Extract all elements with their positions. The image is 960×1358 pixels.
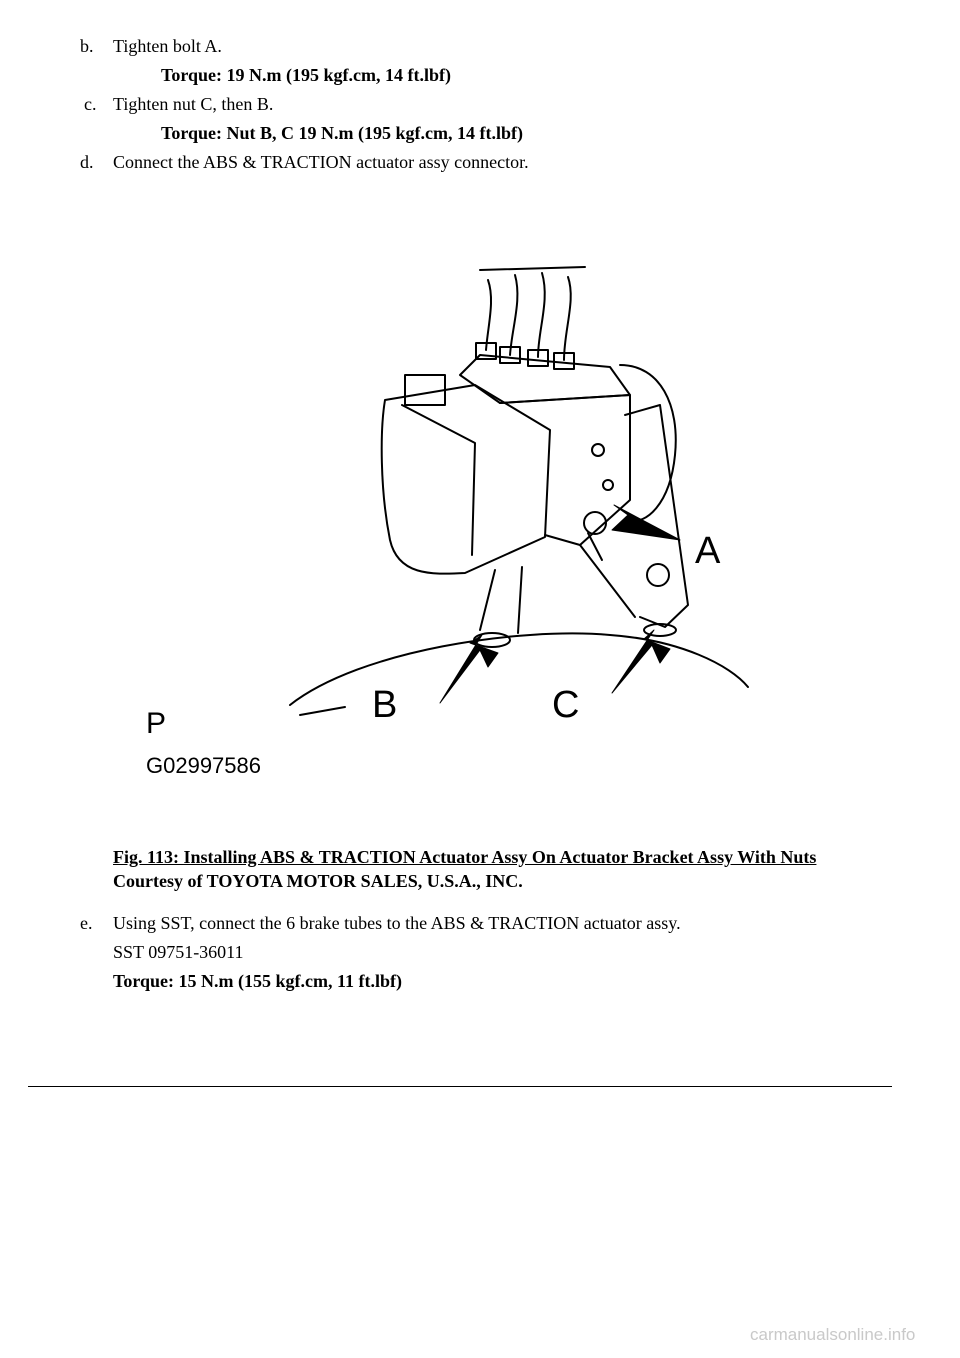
brake-tube-3 (538, 273, 545, 357)
step-b-letter: b. (80, 36, 94, 56)
step-d-text: Connect the ABS & TRACTION actuator assy connector. (113, 152, 529, 172)
bolt-a-shank (588, 533, 602, 560)
label-c: C (552, 684, 580, 726)
step-c-text: Tighten nut C, then B. (113, 94, 274, 114)
page-divider (28, 1086, 892, 1087)
label-b: B (372, 684, 398, 726)
port-2 (603, 480, 613, 490)
actuator-side-block (500, 395, 630, 545)
step-b-torque: Torque: 19 N.m (195 kgf.cm, 14 ft.lbf) (161, 65, 451, 85)
figure-caption[interactable]: Fig. 113: Installing ABS & TRACTION Actuator Assy On Actuator Bracket Assy With Nuts (113, 847, 817, 867)
brake-tube-2 (510, 275, 517, 355)
brake-tube-1 (486, 280, 491, 350)
step-c-letter: c. (84, 94, 97, 114)
bracket-base-curve (290, 633, 748, 705)
bracket-base-dash (300, 707, 345, 715)
step-e-sst: SST 09751-36011 (113, 942, 244, 962)
arrow-to-a (612, 505, 680, 540)
label-p: P (146, 707, 167, 740)
motor-housing (620, 365, 676, 521)
watermark: carmanualsonline.info (750, 1325, 916, 1344)
ecu-inner-edge (402, 405, 475, 555)
step-e-text: Using SST, connect the 6 brake tubes to the ABS & TRACTION actuator assy. (113, 913, 681, 933)
step-e-torque: Torque: 15 N.m (155 kgf.cm, 11 ft.lbf) (113, 971, 402, 991)
tube-top-line (480, 267, 585, 270)
step-d-letter: d. (80, 152, 94, 172)
bracket-hole (647, 564, 669, 586)
port-1 (592, 444, 604, 456)
actuator-illustration (140, 255, 780, 790)
ecu-housing (382, 385, 550, 574)
bracket-left-leg-a (480, 570, 495, 630)
step-b-text: Tighten bolt A. (113, 36, 222, 56)
bracket-brace (580, 545, 635, 617)
brake-tube-4 (564, 277, 571, 360)
label-a: A (695, 530, 721, 572)
figure-code: G02997586 (146, 753, 261, 778)
step-c-torque: Torque: Nut B, C 19 N.m (195 kgf.cm, 14 ft.lbf) (161, 123, 523, 143)
figure-courtesy: Courtesy of TOYOTA MOTOR SALES, U.S.A., INC. (113, 871, 523, 891)
bracket-left-leg-b (518, 567, 522, 633)
step-e-letter: e. (80, 913, 93, 933)
